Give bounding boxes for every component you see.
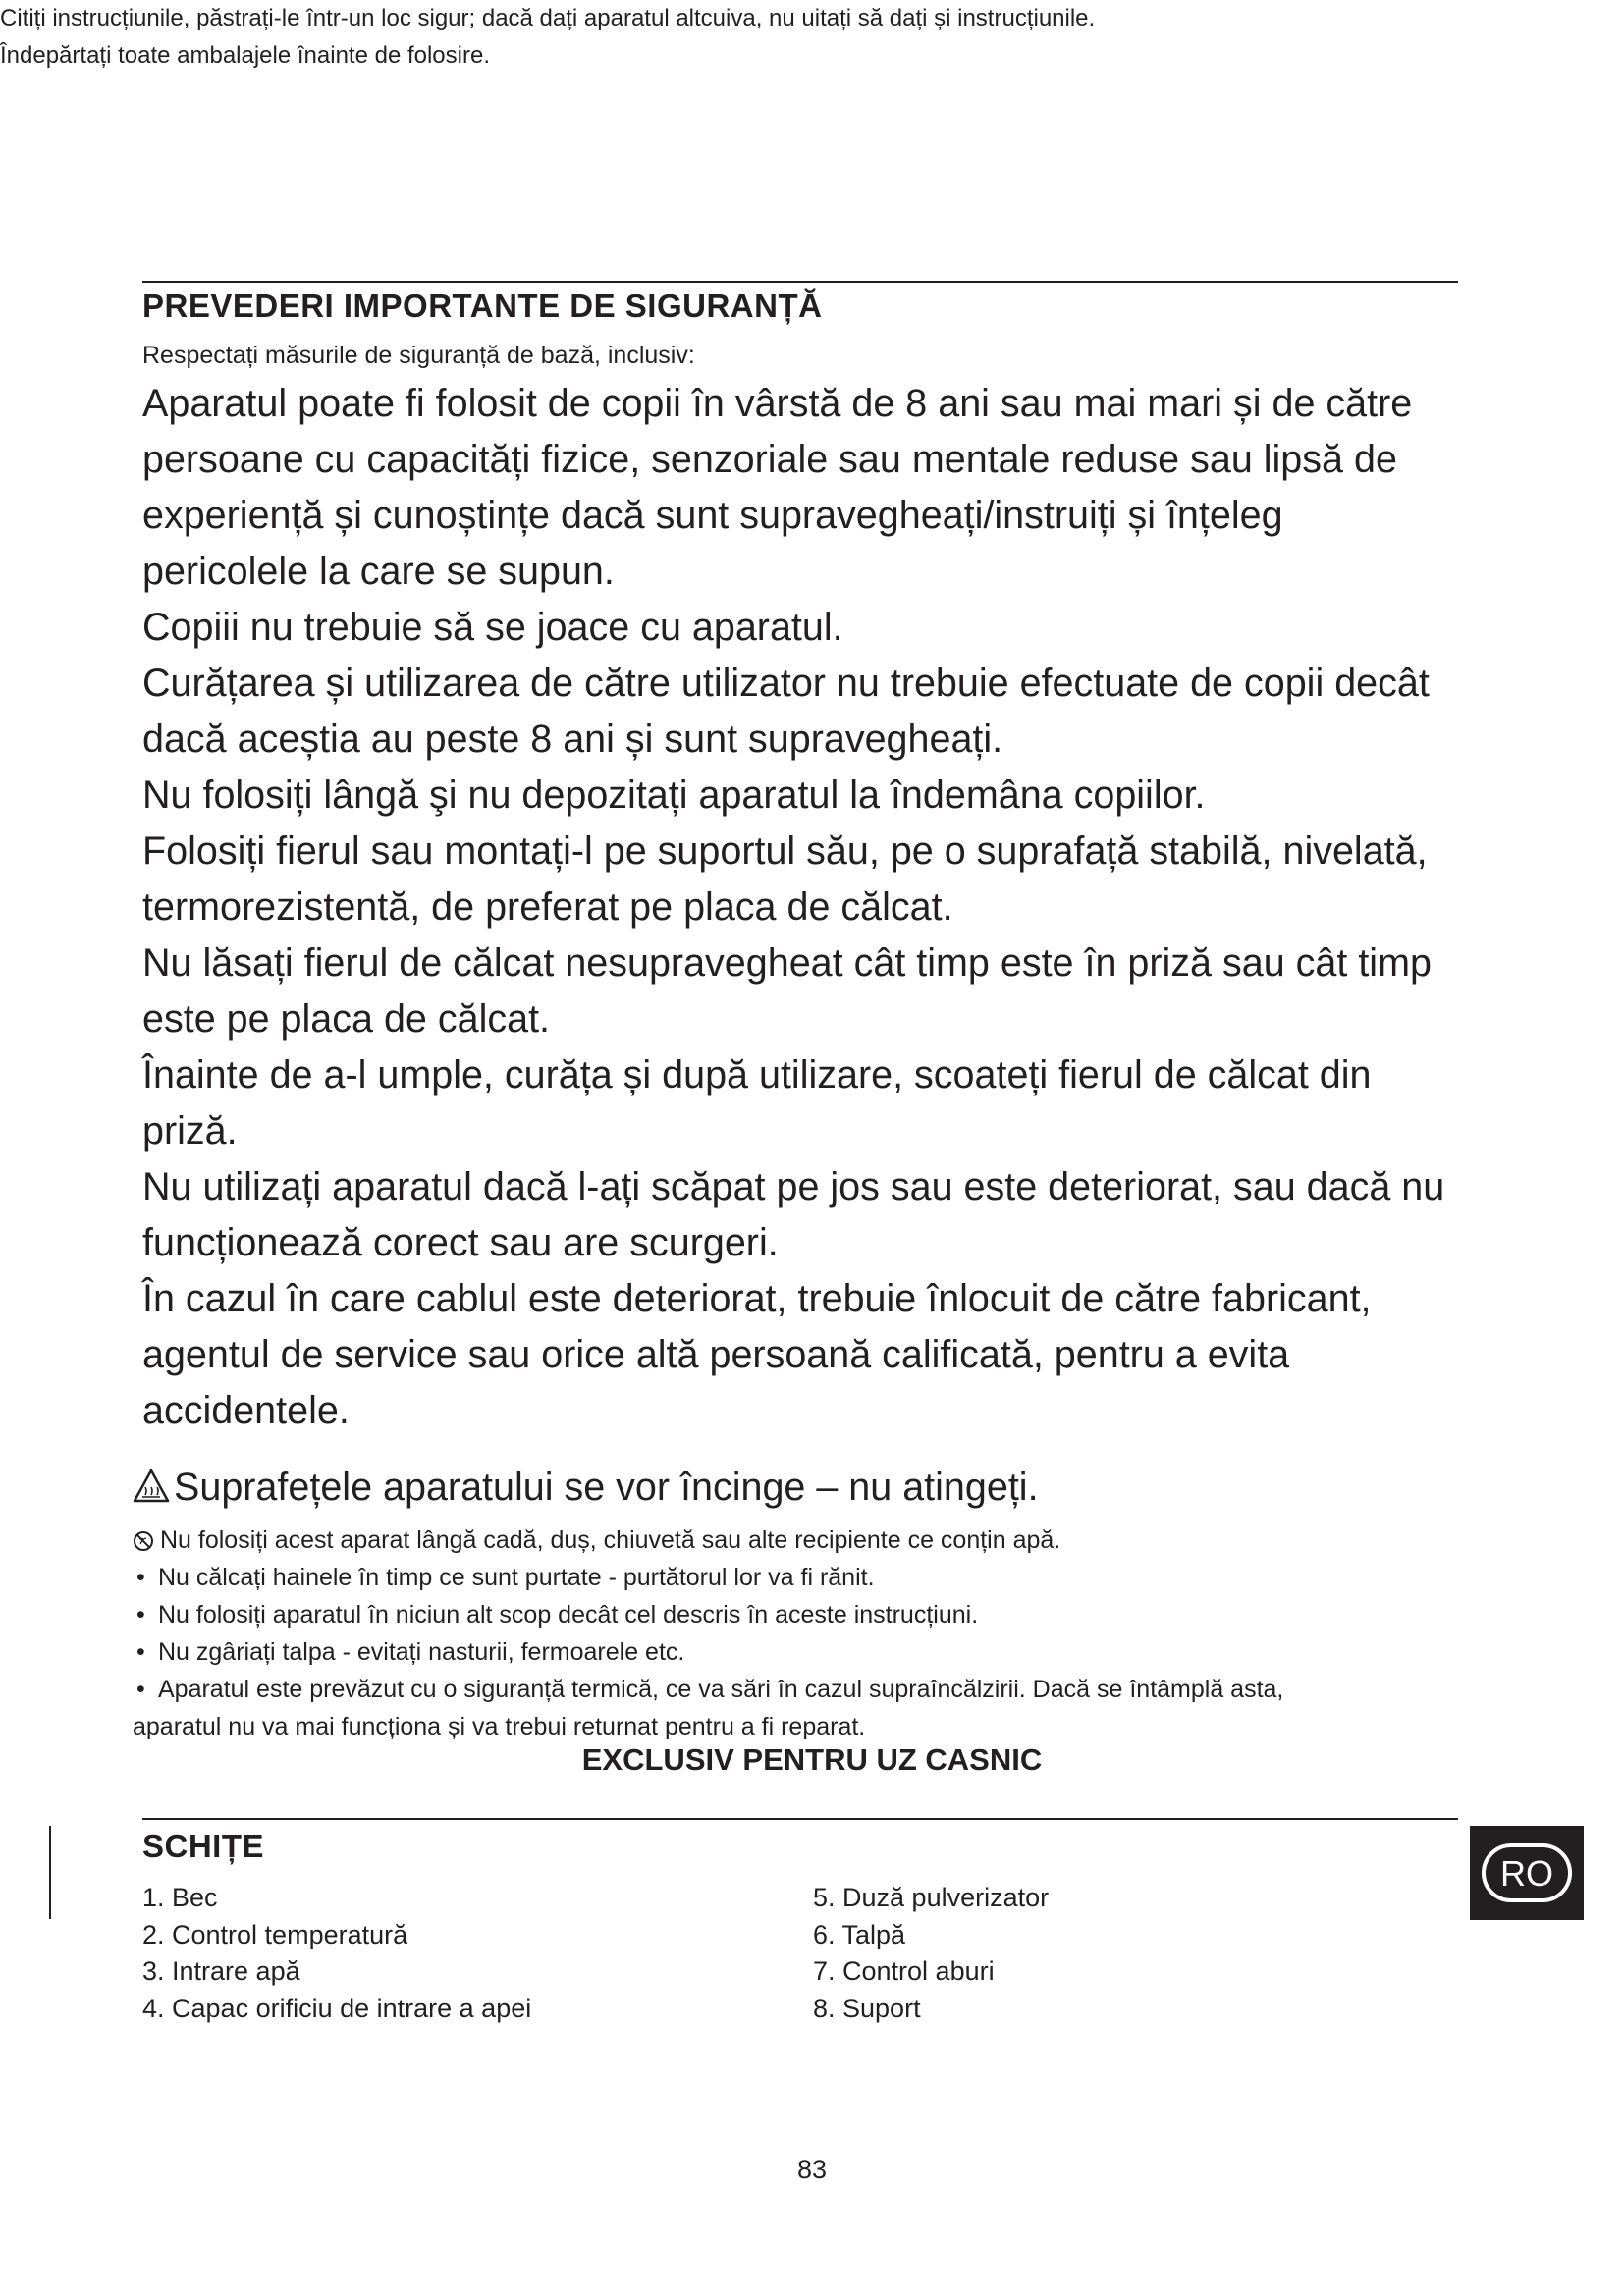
warning-item (142, 1159, 1497, 1271)
sketches-heading: SCHIȚE (142, 1828, 265, 1864)
section-divider (142, 1818, 1458, 1820)
warning-line: experiență și cunoștințe dacă sunt supravegheați/instruiți și înțeleg (142, 494, 1283, 537)
section-divider (142, 281, 1458, 283)
part-item: 8. Suport (813, 1993, 921, 2023)
warning-line: Folosiți fierul sau montați-l pe suportul său, pe o suprafață stabilă, nivelată, (142, 829, 1428, 873)
warning-line: dacă aceștia au peste 8 ani și sunt supravegheați. (142, 718, 1003, 761)
warning-item (142, 1047, 1497, 1159)
part-item: 5. Duză pulverizator (813, 1883, 1050, 1912)
warning-item (142, 768, 1497, 824)
warning-item (142, 656, 1497, 768)
parts-list-left (142, 1880, 531, 2027)
list-item: • Nu zgâriați talpa - evitați nasturii, fermoarele etc. (136, 1638, 685, 1666)
part-item: 1. Bec (142, 1883, 218, 1912)
warning-line: priză. (142, 1109, 238, 1152)
part-item: 3. Intrare apă (142, 1956, 300, 1986)
language-badge-label: RO (1500, 1853, 1553, 1894)
page-number: 83 (796, 2155, 828, 2184)
hot-surface-warning-text: Suprafețele aparatului se vor încinge – nu atingeți. (174, 1466, 1039, 1509)
warning-line: Nu folosiți lângă şi nu depozitați aparatul la îndemâna copiilor. (142, 774, 1206, 817)
warning-line: Nu utilizați aparatul dacă l-ați scăpat pe jos sau este deteriorat, sau dacă nu (142, 1165, 1445, 1208)
warning-item (142, 600, 1497, 656)
safety-heading: PREVEDERI IMPORTANTE DE SIGURANȚĂ (142, 288, 823, 324)
warning-line: Curățarea și utilizarea de către utilizator nu trebuie efectuate de copii decât (142, 662, 1430, 705)
warning-line: În cazul în care cablul este deteriorat, trebuie înlocuit de către fabricant, (142, 1277, 1372, 1320)
list-item: • Nu folosiți aparatul în niciun alt scop decât cel descris în aceste instrucțiuni. (136, 1601, 979, 1629)
part-item: 4. Capac orificiu de intrare a apei (142, 1993, 532, 2023)
safety-bullets (133, 1522, 1468, 1745)
list-item: • Aparatul este prevăzut cu o siguranță termică, ce va sări în cazul supraîncălzirii. Dacă se întâmplă asta, (136, 1676, 1284, 1703)
warning-line: Aparatul poate fi folosit de copii în vârstă de 8 ani sau mai mari și de către (142, 382, 1413, 425)
parts-list-right (813, 1880, 1049, 2027)
safety-warnings-list (142, 376, 1497, 1439)
safety-intro: Respectați măsurile de siguranță de bază, inclusiv: (142, 342, 695, 369)
hot-surface-warning (133, 1460, 1039, 1516)
warning-line: este pe placa de călcat. (142, 997, 551, 1041)
intro-line: Citiți instrucțiunile, păstrați-le într-un loc sigur; dacă dați aparatul altcuiva, nu uitați să dați și instrucțiunile. (0, 5, 1096, 31)
list-item-continuation: aparatul nu va mai funcționa și va trebui returnat pentru a fi reparat. (133, 1713, 866, 1740)
warning-line: persoane cu capacități fizice, senzoriale sau mentale reduse sau lipsă de (142, 438, 1397, 481)
margin-line (49, 1826, 51, 1919)
intro-text (0, 0, 1326, 75)
warning-line: accidentele. (142, 1389, 350, 1432)
warning-line: termorezistentă, de preferat pe placa de călcat. (142, 885, 953, 929)
warning-line: pericolele la care se supun. (142, 550, 615, 593)
warning-line: agentul de service sau orice altă persoană calificată, pentru a evita (142, 1333, 1290, 1376)
warning-item (142, 935, 1497, 1047)
part-item: 6. Talpă (813, 1919, 906, 1949)
warning-item (142, 824, 1497, 935)
part-item: 7. Control aburi (813, 1956, 995, 1986)
warning-line: Copiii nu trebuie să se joace cu aparatul. (142, 606, 843, 649)
language-badge (1470, 1826, 1584, 1920)
no-water-prohibition-icon (133, 1522, 160, 1559)
intro-line: Îndepărtați toate ambalajele înainte de folosire. (0, 42, 490, 69)
warning-item (142, 1271, 1497, 1439)
household-use-notice: EXCLUSIV PENTRU UZ CASNIC (581, 1742, 1043, 1777)
list-item: • Nu călcați hainele în timp ce sunt purtate - purtătorul lor va fi rănit. (136, 1564, 875, 1591)
warning-item (142, 376, 1497, 600)
no-water-warning-text: Nu folosiți acest aparat lângă cadă, duș, chiuvetă sau alte recipiente ce conțin apă. (160, 1526, 1061, 1554)
part-item: 2. Control temperatură (142, 1919, 408, 1949)
list-item (133, 1522, 1468, 1559)
warning-line: funcționează corect sau are scurgeri. (142, 1221, 779, 1264)
hot-surface-warning-icon (133, 1466, 174, 1509)
warning-line: Înainte de a-l umple, curăța și după utilizare, scoateți fierul de călcat din (142, 1053, 1372, 1096)
warning-line: Nu lăsați fierul de călcat nesupravegheat cât timp este în priză sau cât timp (142, 941, 1432, 985)
